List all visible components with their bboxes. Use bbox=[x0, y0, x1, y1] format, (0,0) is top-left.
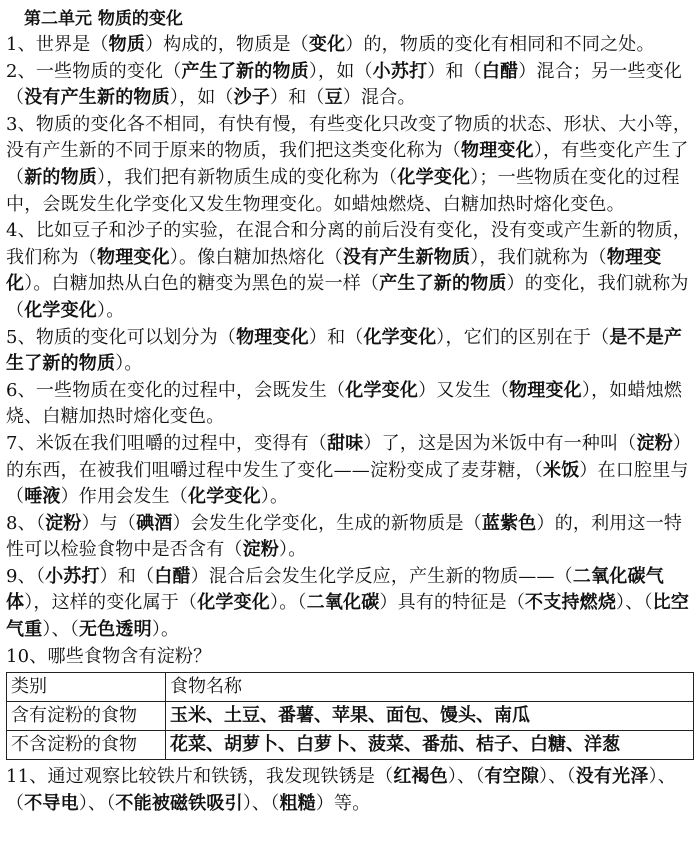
answer-text: 物理变化 bbox=[97, 246, 170, 268]
item-text: ）与（ bbox=[81, 512, 137, 534]
item-text: 6、一些物质在变化的过程中，会既发生（ bbox=[6, 379, 346, 401]
item-text: ）、（ bbox=[539, 766, 576, 788]
answer-text: 甜味 bbox=[327, 432, 364, 454]
question-item bbox=[6, 564, 694, 644]
item-text: ）的，物质的变化有相同和不同之处。 bbox=[345, 34, 655, 55]
question-item bbox=[6, 325, 694, 378]
answer-text: 唾液 bbox=[24, 486, 61, 508]
item-text: ）和（ bbox=[308, 326, 364, 348]
answer-text: 碘酒 bbox=[136, 512, 173, 534]
answer-text: 沙子 bbox=[233, 87, 271, 109]
item-text: 5、物质的变化可以划分为（ bbox=[6, 326, 237, 348]
answer-text: 淀粉 bbox=[242, 539, 280, 561]
table-cell-foods: 花菜、胡萝卜、白萝卜、菠菜、番茄、桔子、白糖、洋葱 bbox=[166, 731, 694, 760]
question-item bbox=[6, 218, 694, 324]
answer-text: 物理变化 bbox=[509, 379, 582, 401]
answer-text: 化学变化 bbox=[24, 299, 98, 321]
answer-text: 化学变化 bbox=[397, 166, 471, 188]
item-text: ）混合；另一些变化（ bbox=[6, 60, 683, 109]
item-text: 1、世界是（ bbox=[6, 34, 109, 55]
answer-text: 比空气重 bbox=[6, 592, 690, 641]
item-text: ）。像白糖加热熔化（ bbox=[169, 246, 343, 268]
item-text: ）在口腔里与（ bbox=[6, 459, 689, 508]
item-text: ）、（ bbox=[242, 792, 280, 814]
table-cell-foods: 玉米、土豆、番薯、苹果、面包、馒头、南瓜 bbox=[166, 702, 694, 731]
item-text: ）。（ bbox=[270, 592, 307, 614]
item-text: ）具有的特征是（ bbox=[379, 592, 526, 614]
answer-text: 不导电 bbox=[24, 792, 79, 814]
item-text: ）作用会发生（ bbox=[60, 486, 189, 508]
item-text: ）和（ bbox=[427, 60, 482, 82]
item-text: ）了，这是因为米饭中有一种叫（ bbox=[363, 432, 637, 454]
answer-text: 化学变化 bbox=[197, 592, 271, 614]
item-text: ）和（ bbox=[99, 565, 155, 587]
answer-text: 物理变化 bbox=[236, 326, 309, 348]
item-text: ），如蜡烛燃烧、白糖加热时熔化变色。 bbox=[6, 379, 683, 428]
item-text: ），我们把有新物质生成的变化称为（ bbox=[97, 166, 398, 188]
item-text: ）、（ bbox=[447, 766, 485, 788]
answer-text: 不能被磁铁吸引 bbox=[115, 792, 243, 814]
item-text: ）会发生化学变化，生成的新物质是（ bbox=[172, 512, 482, 534]
answer-text: 粗糙 bbox=[279, 792, 316, 814]
item-text: ）、（ bbox=[6, 766, 676, 814]
item-text: ），它们的区别在于（ bbox=[436, 326, 610, 348]
table-header-cell: 食物名称 bbox=[166, 673, 694, 702]
answer-text: 白醋 bbox=[154, 565, 191, 587]
item-text: 10、哪些食物含有淀粉？ bbox=[6, 645, 212, 667]
table-header-cell: 类别 bbox=[7, 673, 166, 702]
answer-text: 小苏打 bbox=[45, 565, 100, 587]
item-text: ）；一些物质在变化的过程中，会既发生化学变化又发生物理变化。如蜡烛燃烧、白糖加热时熔化变色。 bbox=[6, 166, 680, 215]
answer-text: 化学变化 bbox=[345, 379, 419, 401]
item-text: 11、通过观察比较铁片和铁锈，我发现铁锈是（ bbox=[6, 766, 394, 788]
question-item bbox=[6, 112, 694, 218]
question-item bbox=[6, 59, 694, 112]
item-text: ），有些变化产生了（ bbox=[6, 140, 689, 188]
item-text: ）、（ bbox=[616, 592, 653, 614]
item-text: ），如（ bbox=[308, 60, 373, 82]
answer-text: 小苏打 bbox=[372, 60, 428, 82]
item-text: 7、米饭在我们咀嚼的过程中，变得有（ bbox=[6, 432, 328, 454]
item-text: ）的，利用这一特性可以检验食物中是否含有（ bbox=[6, 512, 683, 561]
item-text: ）。白糖加热从白色的糖变为黑色的炭一样（ bbox=[24, 273, 380, 295]
table-row bbox=[7, 702, 694, 731]
answer-text: 产生了新的物质 bbox=[379, 273, 507, 295]
answer-text: 没有产生新物质 bbox=[342, 246, 471, 268]
item-text: ）的东西，在被我们咀嚼过程中发生了变化——淀粉变成了麦芽糖，（ bbox=[6, 432, 692, 481]
item-text: ），我们就称为（ bbox=[470, 246, 607, 268]
item-text: ）和（ bbox=[270, 87, 325, 109]
item-text: ）混合。 bbox=[342, 87, 416, 109]
item-text: 2、一些物质的变化（ bbox=[6, 60, 182, 82]
answer-text: 化学变化 bbox=[188, 486, 261, 508]
answer-text: 淀粉 bbox=[45, 512, 82, 534]
answer-text: 豆 bbox=[324, 87, 343, 109]
item-text: ）的变化，我们就称为（ bbox=[6, 273, 689, 321]
answer-text: 产生了新的物质 bbox=[181, 60, 309, 82]
unit-title: 第二单元 物质的变化 bbox=[24, 9, 183, 29]
answer-text: 米饭 bbox=[543, 459, 580, 481]
item-text: ）。 bbox=[279, 539, 307, 561]
answer-text: 不支持燃烧 bbox=[525, 592, 617, 614]
answer-text: 物理变化 bbox=[461, 140, 534, 162]
answer-text: 化学变化 bbox=[363, 326, 437, 348]
item-text: 8、（ bbox=[6, 512, 46, 534]
item-text: 9、（ bbox=[6, 565, 46, 587]
answer-text: 淀粉 bbox=[636, 432, 673, 454]
starch-food-table bbox=[6, 672, 694, 760]
item-text: ）、（ bbox=[42, 619, 80, 641]
table-row bbox=[7, 731, 694, 760]
answer-text: 二氧化碳 bbox=[306, 592, 380, 614]
question-item bbox=[6, 431, 694, 511]
table-cell-category: 含有淀粉的食物 bbox=[7, 702, 166, 731]
item-text: 4、比如豆子和沙子的实验，在混合和分离的前后没有变化，没有变或产生新的物质，我们称为（ bbox=[6, 220, 692, 268]
answer-text: 没有光泽 bbox=[575, 766, 649, 788]
answer-text: 物理变化 bbox=[6, 246, 662, 295]
answer-text: 新的物质 bbox=[24, 166, 98, 188]
answer-text: 没有产生新的物质 bbox=[24, 87, 170, 109]
item-list bbox=[6, 32, 694, 670]
item-text: 3、物质的变化各不相同，有快有慢，有些变化只改变了物质的状态、形状、大小等，没有产生新的不同于原来的物质，我们把这类变化称为（ bbox=[6, 113, 692, 162]
answer-text: 蓝紫色 bbox=[481, 512, 537, 534]
answer-text: 二氧化碳气体 bbox=[6, 565, 664, 614]
answer-text: 物质 bbox=[108, 34, 146, 55]
item-text: ）构成的，物质是（ bbox=[145, 34, 309, 55]
answer-text: 是不是产生了新的物质 bbox=[6, 326, 683, 375]
question-item bbox=[6, 32, 694, 59]
item-text: ）又发生（ bbox=[418, 379, 510, 401]
answer-text: 有空隙 bbox=[484, 766, 540, 788]
answer-text: 红褐色 bbox=[393, 766, 448, 788]
answer-text: 无色透明 bbox=[79, 619, 152, 641]
item-text: ），这样的变化属于（ bbox=[24, 592, 198, 614]
answer-text: 白醋 bbox=[481, 60, 519, 82]
item-text: ）等。 bbox=[315, 792, 371, 814]
question-item bbox=[6, 378, 694, 431]
table-header-row bbox=[7, 673, 694, 702]
item-text: ）。 bbox=[260, 486, 289, 508]
table-cell-category: 不含淀粉的食物 bbox=[7, 731, 166, 760]
question-item bbox=[6, 644, 694, 671]
question-item bbox=[6, 511, 694, 564]
question-item bbox=[6, 764, 694, 817]
item-text: ）。 bbox=[97, 299, 125, 321]
answer-text: 变化 bbox=[308, 34, 346, 55]
item-text: ）。 bbox=[115, 353, 143, 375]
item-text: ）。 bbox=[151, 619, 180, 641]
item-text: ）、（ bbox=[78, 792, 116, 814]
final-item bbox=[6, 764, 694, 817]
item-text: ）混合后会发生化学反应，产生新的物质——（ bbox=[190, 565, 573, 587]
item-text: ），如（ bbox=[169, 87, 234, 109]
